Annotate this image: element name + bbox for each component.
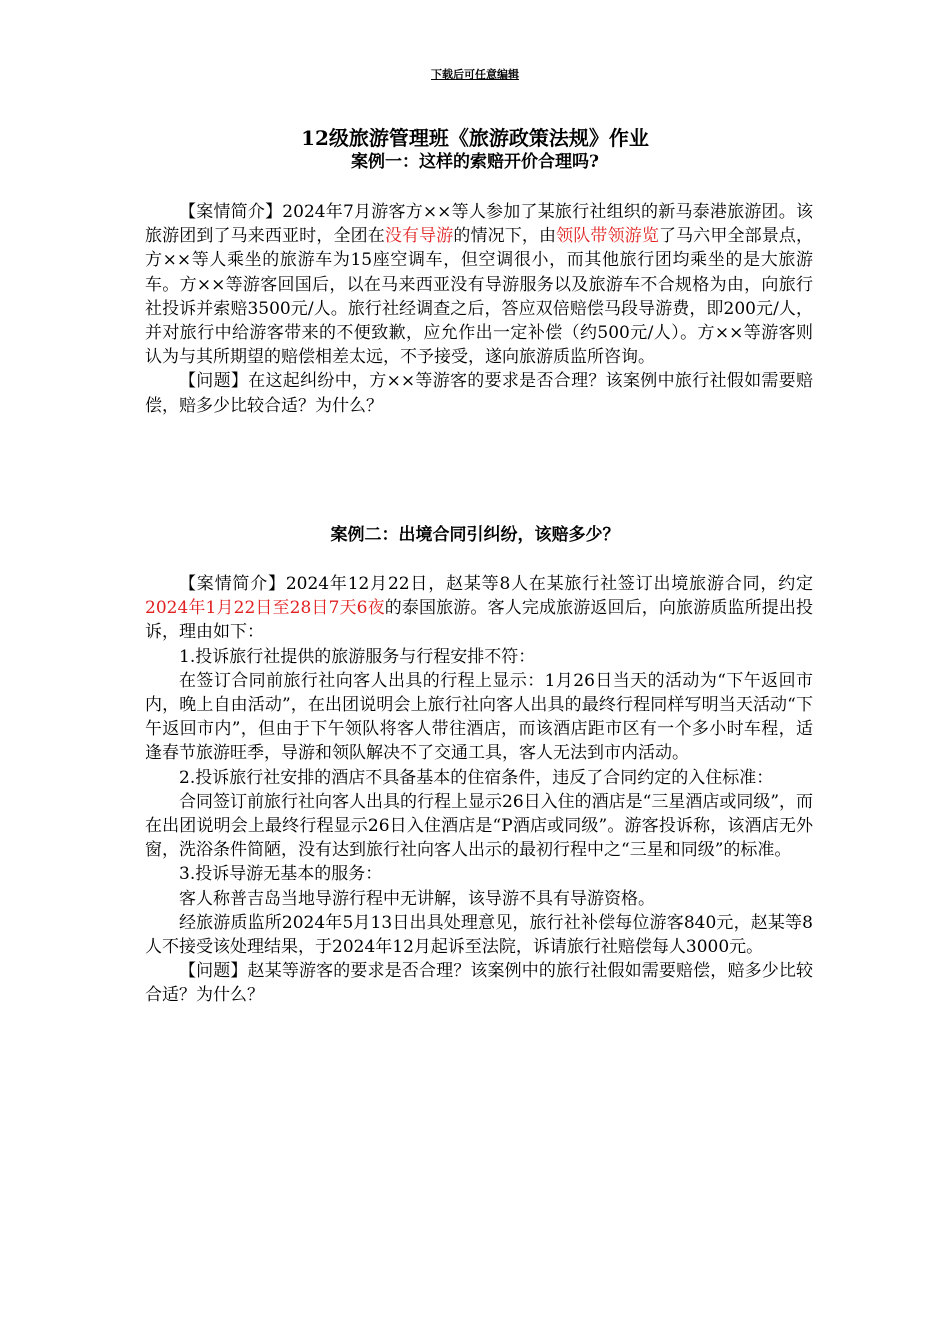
case1-summary-text-a: 【案情简介】2024年7月游客方××等人参加了某旅行社组织的新马泰港旅游团。该旅游团到了马来西亚时，全团在 [145, 202, 813, 247]
case2-heading: 案例二：出境合同引纠纷，该赔多少？ [330, 525, 620, 545]
case1-heading: 案例一：这样的索赔开价合理吗? [351, 152, 599, 172]
document-title: 12级旅游管理班《旅游政策法规》作业 [301, 126, 649, 150]
case2-complaint-2-detail: 合同签订前旅行社向客人出具的行程上显示26日入住的酒店是“三星酒店或同级”，而在出团说明会上最终行程显示26日入住酒店是“P酒店或同级”。游客投诉称，该酒店无外窗，洗浴条件简陋，没有达到旅行社向客人出示的最初行程中之“三星和同级”的标准。 [145, 791, 814, 861]
case1-body [145, 200, 813, 418]
case1-summary [145, 200, 813, 369]
case1-summary-text-c: 了马六甲全部景点，方××等人乘坐的旅游车为15座空调车，但空调很小，而其他旅行团均乘坐的是大旅游车。方××等游客回国后，以在马来西亚没有导游服务以及旅游车不合规格为由，向旅行社投诉并索赔3500元/人。旅行社经调查之后，答应双倍赔偿马段导游费，即200元/人，并对旅行中给游客带来的不便致歉，应允作出一定补偿（约500元/人）。方××等游客则认为与其所期望的赔偿相差太远，不予接受，遂向旅游质监所咨询。 [145, 226, 814, 368]
case1-summary-text-b: 的情况下，由 [453, 226, 557, 247]
case2-summary [145, 572, 813, 645]
case2-highlight-dates: 2024年1月22日至28日7天6夜 [145, 598, 385, 619]
case2-summary-text-b: 的泰国旅游。客人完成旅游返回后，向旅游质监所提出投诉，理由如下： [145, 598, 814, 643]
case2-handling-result: 经旅游质监所2024年5月13日出具处理意见，旅行社补偿每位游客840元，赵某等8人不接受该处理结果，于2024年12月起诉至法院，诉请旅行社赔偿每人3000元。 [145, 912, 813, 958]
case1-highlight-leader-tour: 领队带领游览 [556, 226, 659, 247]
case2-summary-text-a: 【案情简介】2024年12月22日，赵某等8人在某旅行社签订出境旅游合同，约定 [179, 574, 813, 594]
case2-complaint-3-detail: 客人称普吉岛当地导游行程中无讲解，该导游不具有导游资格。 [179, 888, 655, 909]
case2-complaint-1-title: 1.投诉旅行社提供的旅游服务与行程安排不符： [179, 646, 536, 667]
case2-complaint-3-title: 3.投诉导游无基本的服务： [179, 864, 383, 885]
case2-complaint-2-title: 2.投诉旅行社安排的酒店不具备基本的住宿条件，违反了合同约定的入住标准： [179, 767, 774, 788]
case2-complaint-1-detail: 在签订合同前旅行社向客人出具的行程上显示：1月26日当天的活动为“下午返回市内，晚上自由活动”，在出团说明会上旅行社向客人出具的最终行程同样写明当天活动“下午返回市内”，但由于下午领队将客人带往酒店，而该酒店距市区有一个多小时车程，适逢春节旅游旺季，导游和领队解决不了交通工具，客人无法到市内活动。 [145, 670, 813, 764]
case1-highlight-no-guide: 没有导游 [384, 226, 454, 247]
case2-question: 【问题】赵某等游客的要求是否合理？该案例中的旅行社假如需要赔偿，赔多少比较合适？为什么？ [145, 961, 813, 1006]
header-note: 下载后可任意编辑 [431, 68, 519, 81]
case1-question: 【问题】在这起纠纷中，方××等游客的要求是否合理？该案例中旅行社假如需要赔偿，赔多少比较合适？为什么？ [145, 371, 813, 416]
case2-body [145, 572, 813, 1008]
